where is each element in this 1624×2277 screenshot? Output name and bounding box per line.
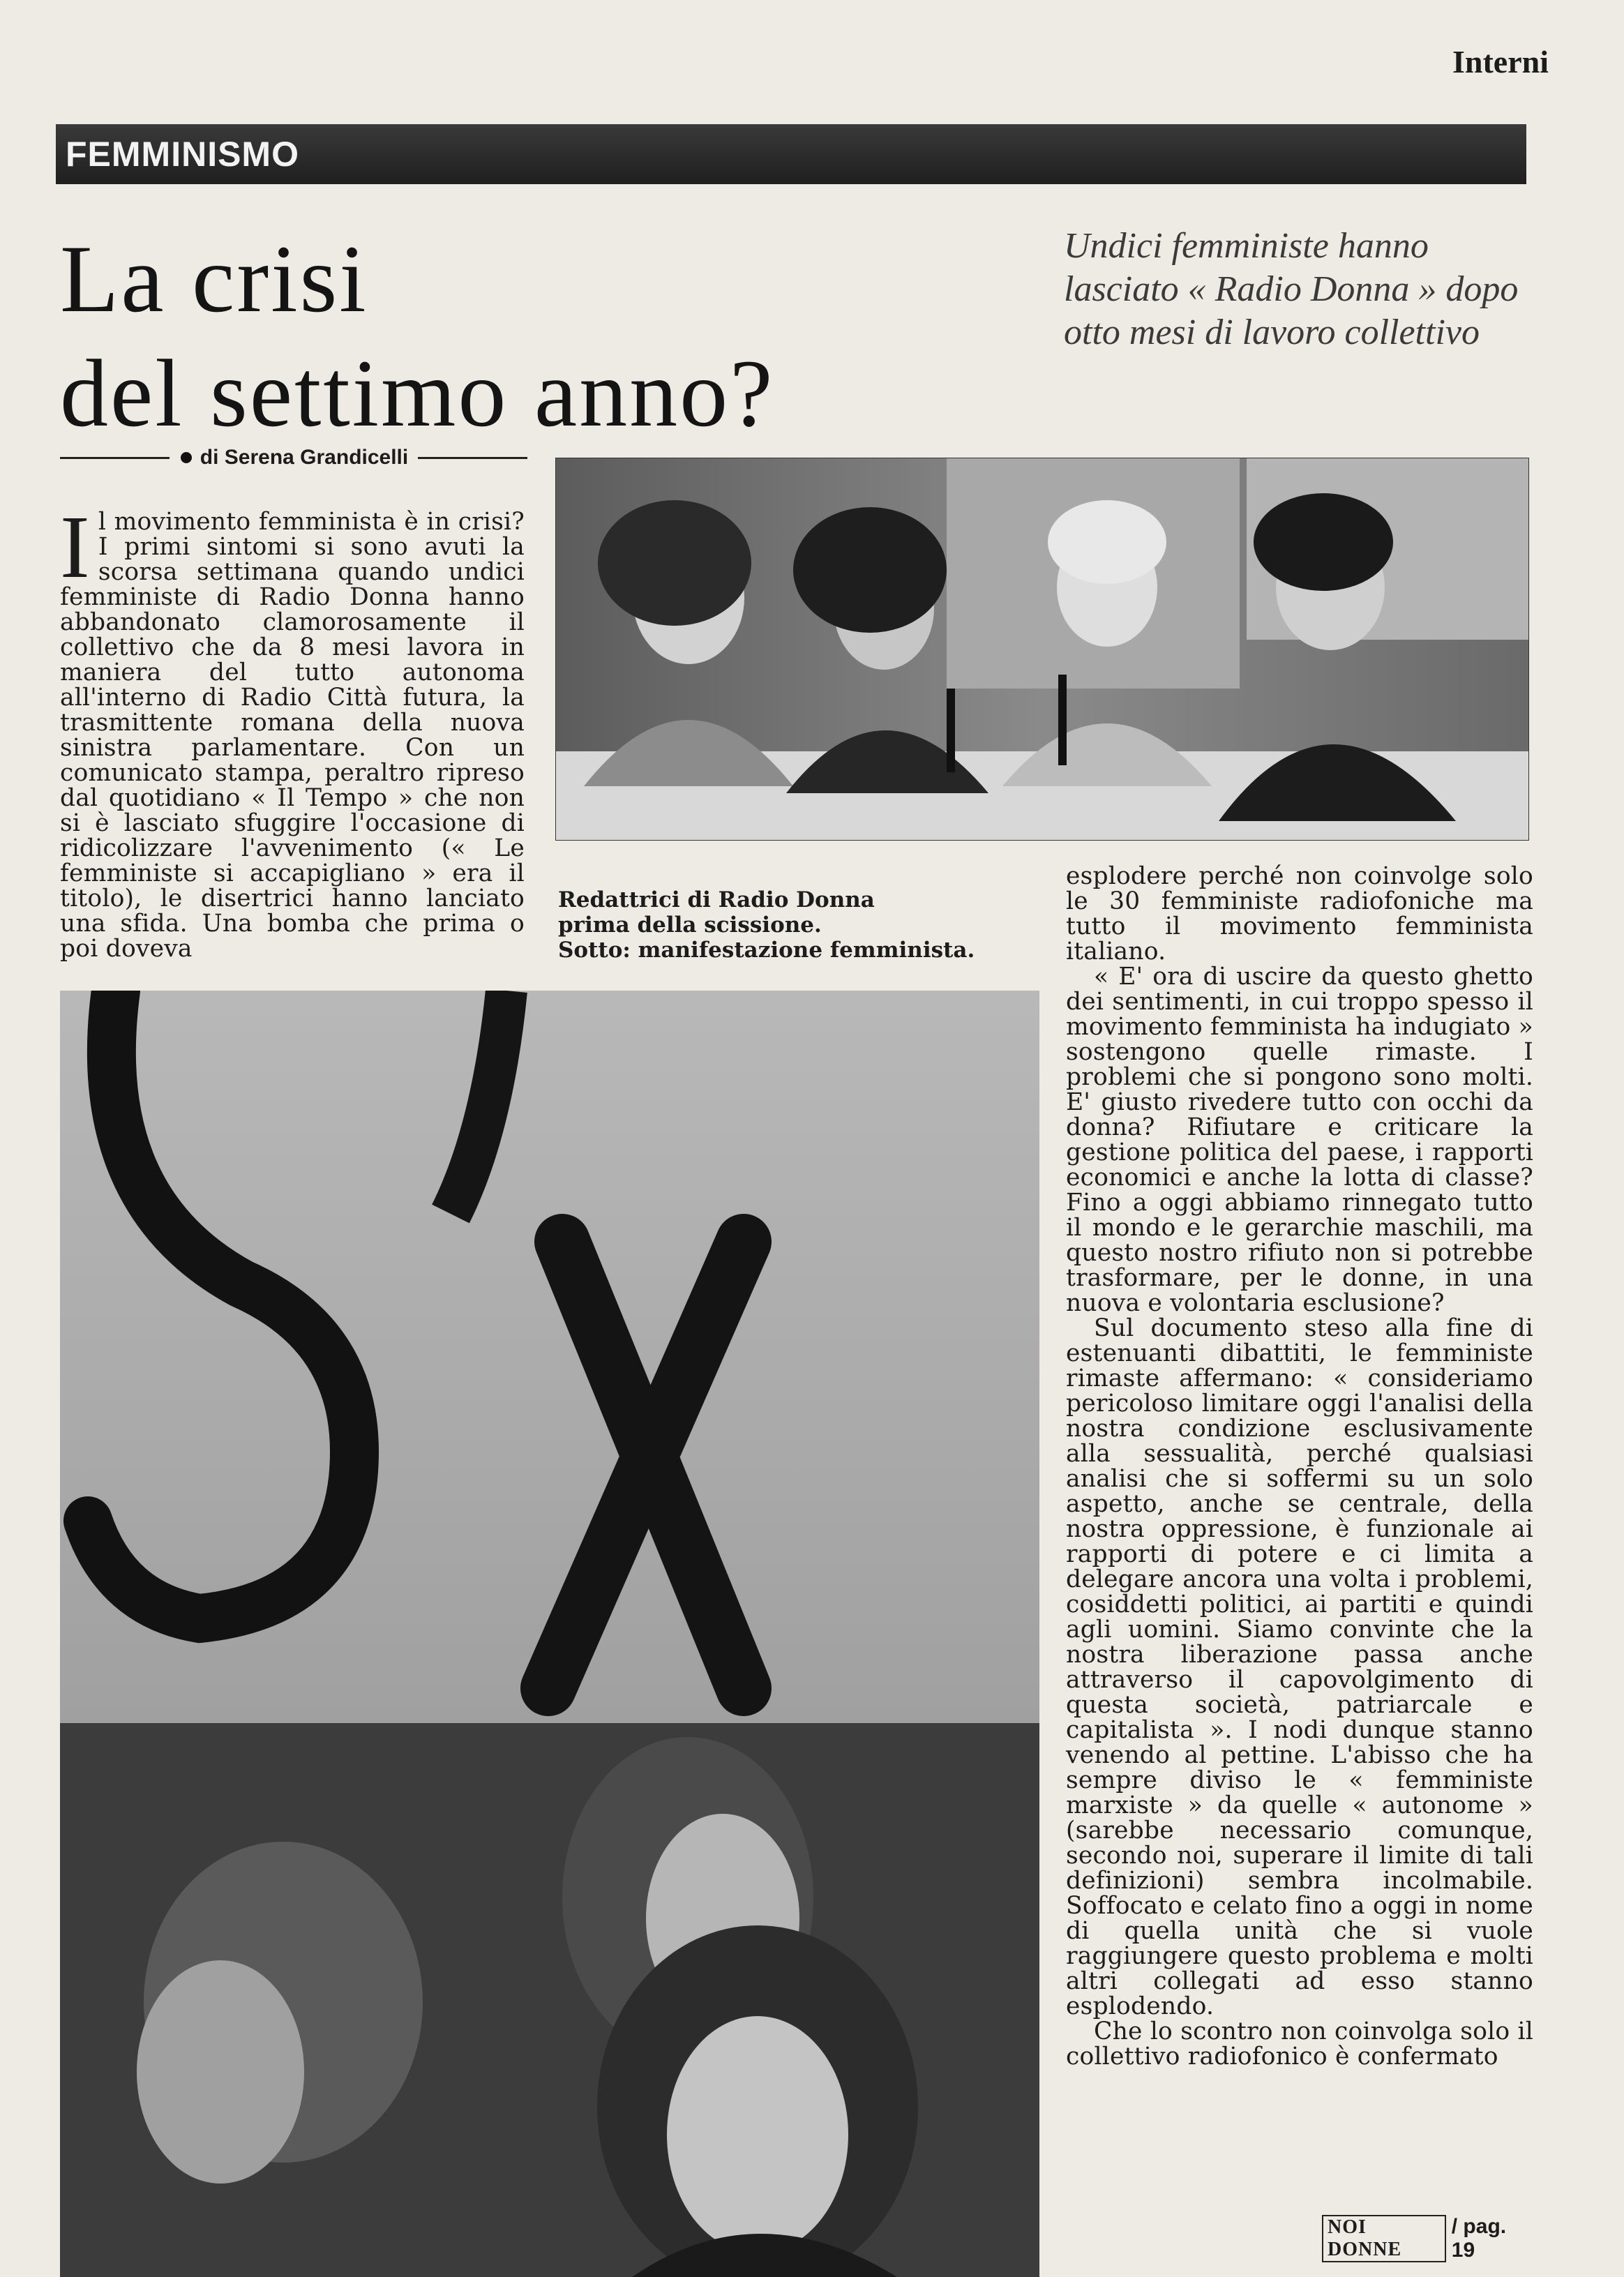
paragraph-5: Che lo scontro non coinvolga solo il collettivo radiofonico è confermato [1066,2017,1533,2071]
rubric-label: FEMMINISMO [66,135,299,174]
article-column-right [1066,864,1533,2069]
subheading: Undici femministe hanno lasciato « Radio Donna » dopo otto mesi di lavoro collettivo [1064,226,1519,352]
byline [60,444,527,472]
paragraph-1: l movimento femminista è in crisi? I primi sintomi si sono avuti la scorsa settimana quando undici femministe di Radio Donna hanno abbandonato clamorosamente il collettivo che da 8 mesi lavora in maniera del tutto autonoma all'interno di Radio Città futura, la trasmittente romana della nuova sinistra parlamentare. Con un comunicato stampa, peraltro ripreso dal quotidiano « Il Tempo » che non si è lasciato sfuggire l'occasione di ridicolizzare l'avvenimento (« Le femministe si accapigliano » era il titolo), le disertrici hanno lanciato una sfida. Una bomba che prima o poi doveva [60,508,525,963]
byline-bullet [181,452,192,463]
byline-rule-right [418,457,527,459]
article-column-left [60,497,525,963]
paragraph-4: Sul documento steso alla fine di estenuanti dibattiti, le femministe rimaste affermano: « consideriamo pericoloso limitare oggi l'analisi della nostra condizione esclusivamente alla sessualità, perché qualsiasi analisi che si soffermi su un solo aspetto, anche se centrale, della nostra oppressione, è funzionale ai rapporti di potere e ci limita a delegare ancora una volta i problemi, cosiddetti politici, ai partiti e quindi agli uomini. Siamo convinte che la nostra liberazione passa anche attraverso il capovolgimento di questa società, patriarcale e capitalista ». I nodi dunque stanno venendo al pettine. L'abisso che ha sempre diviso le « femministe marxiste » da quelle « autonome » (sarebbe necessario comunque, secondo noi, superare il limite di tali definizioni) sembra incolmabile. Soffocato e celato fino a oggi in nome di quella unità che si vuole raggiungere questo problema e molti altri collegati ad esso stanno esplodendo. [1066,1314,1533,2020]
page-number: / pag. 19 [1451,2215,1507,2262]
byline-rule-left [60,457,170,459]
section-label: Interni [1452,44,1549,80]
caption-line-3: Sotto: manifestazione femminista. [558,938,975,963]
photo-caption [558,887,1046,963]
paragraph-2: esplodere perché non coinvolge solo le 30 femministe radiofoniche ma tutto il movimento femminista italiano. [1066,862,1533,965]
caption-line-1: Redattrici di Radio Donna [558,887,875,912]
caption-line-2: prima della scissione. [558,912,822,938]
magazine-logo: NOI DONNE [1322,2215,1446,2262]
drop-cap: I [60,497,90,596]
paragraph-3: « E' ora di uscire da questo ghetto dei sentimenti, in cui troppo spesso il movimento femminista ha indugiato » sostengono quelle rimaste. I problemi che si pongono sono molti. E' giusto rivedere tutto con occhi da donna? Rifiutare e criticare la gestione politica del paese, i rapporti economici e anche la lotta di classe? Fino a oggi abbiamo rinnegato tutto il mondo e le gerarchie maschili, ma questo nostro rifiuto non si potrebbe trasformare, per le donne, in una nuova e volontaria esclusione? [1066,963,1533,1317]
photo-feminist-demonstration [60,991,1039,2277]
headline-line-1: La crisi [60,225,368,332]
headline [60,222,1037,451]
page-footer [1322,2215,1531,2262]
headline-line-2: del settimo anno? [60,340,775,446]
byline-text: di Serena Grandicelli [200,446,409,469]
photo-radio-donna-editors [555,458,1529,841]
